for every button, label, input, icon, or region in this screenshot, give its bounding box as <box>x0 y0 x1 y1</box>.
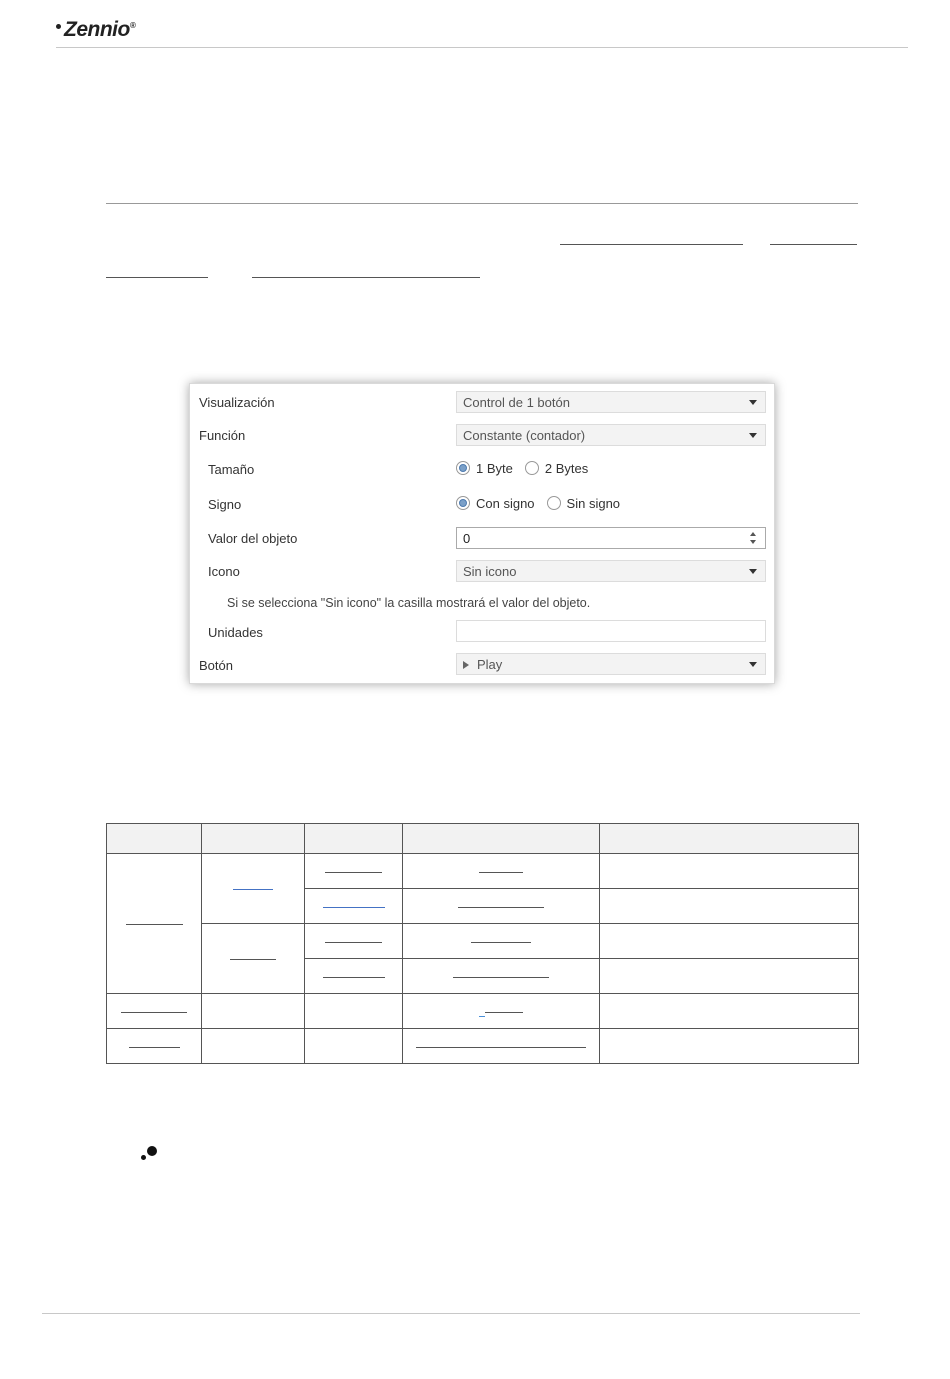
table-row <box>107 924 859 959</box>
cell-link-underline[interactable] <box>323 907 385 908</box>
radio-con-signo[interactable] <box>456 496 470 510</box>
table-cell <box>107 1029 202 1064</box>
radio-sin-signo-label: Sin signo <box>566 495 621 511</box>
radio-con-signo-label: Con signo <box>476 495 535 511</box>
table-header-cell <box>403 824 600 854</box>
valor-spinbox[interactable] <box>456 527 766 549</box>
funcion-value: Constante (contador) <box>463 428 586 443</box>
cell-link-underline[interactable] <box>471 942 531 943</box>
valor-label: Valor del objeto <box>208 531 298 546</box>
cell-link-underline[interactable] <box>230 959 276 960</box>
table-cell <box>403 959 600 994</box>
cell-link-underline[interactable] <box>485 1012 523 1013</box>
chevron-down-icon <box>749 433 757 438</box>
table-row <box>107 1029 859 1064</box>
icono-value: Sin icono <box>463 564 517 579</box>
cell-link-underline[interactable] <box>129 1047 180 1048</box>
radio-sin-signo[interactable] <box>547 496 561 510</box>
cell-link-underline[interactable] <box>325 872 382 873</box>
table-header-cell <box>600 824 859 854</box>
spin-up-icon[interactable] <box>750 532 756 536</box>
link-underline[interactable] <box>106 277 208 278</box>
table-cell <box>107 994 202 1029</box>
header-divider <box>56 47 908 48</box>
link-underline[interactable] <box>770 244 857 245</box>
table-cell <box>202 854 305 924</box>
table-cell <box>600 854 859 889</box>
logo-registered-mark: ® <box>129 21 136 30</box>
cell-link-underline[interactable] <box>325 942 382 943</box>
cell-link-underline[interactable] <box>479 872 523 873</box>
table-cell <box>202 924 305 994</box>
table-cell <box>305 889 403 924</box>
play-icon <box>463 661 469 669</box>
table-cell <box>305 1029 403 1064</box>
table-header-cell <box>202 824 305 854</box>
signo-label: Signo <box>208 497 242 512</box>
summary-table <box>106 823 859 1064</box>
table-row <box>107 854 859 889</box>
funcion-label: Función <box>199 428 246 443</box>
zennio-logo <box>56 18 135 42</box>
table-cell <box>305 924 403 959</box>
table-cell <box>202 994 305 1029</box>
radio-1-byte-label: 1 Byte <box>476 460 513 476</box>
logo-dot-icon <box>56 24 61 29</box>
link-underline[interactable] <box>252 277 480 278</box>
section-divider <box>106 203 858 204</box>
link-underline[interactable] <box>560 244 743 245</box>
cell-link-underline[interactable] <box>416 1047 586 1048</box>
radio-2-bytes-label: 2 Bytes <box>544 460 589 476</box>
table-cell <box>107 854 202 994</box>
valor-value: 0 <box>463 531 471 546</box>
boton-label: Botón <box>199 658 233 673</box>
table-cell <box>403 924 600 959</box>
table-cell <box>403 1029 600 1064</box>
table-cell <box>202 1029 305 1064</box>
signo-radio-group <box>456 493 620 513</box>
cell-link-underline[interactable] <box>233 889 273 890</box>
logo-text: Zennio <box>64 18 130 41</box>
boton-dropdown[interactable] <box>456 653 766 675</box>
table-cell <box>600 1029 859 1064</box>
icono-hint: Si se selecciona "Sin icono" la casilla mostrará el valor del objeto. <box>227 596 591 610</box>
visualizacion-label: Visualización <box>199 395 275 410</box>
cell-link-underline[interactable] <box>126 924 183 925</box>
table-cell <box>403 889 600 924</box>
chevron-down-icon <box>749 400 757 405</box>
radio-2-bytes[interactable] <box>525 461 539 475</box>
icono-label: Icono <box>208 564 240 579</box>
boton-value: Play <box>477 657 503 672</box>
table-cell <box>600 994 859 1029</box>
chevron-down-icon <box>749 569 757 574</box>
unidades-input[interactable] <box>456 620 766 642</box>
table-cell <box>600 924 859 959</box>
cell-link-underline[interactable] <box>121 1012 187 1013</box>
icono-dropdown[interactable] <box>456 560 766 582</box>
cell-link-underline[interactable] <box>323 977 385 978</box>
bullet-dots-icon <box>140 1145 158 1161</box>
cell-link-underline[interactable] <box>479 1016 485 1017</box>
table-cell <box>403 994 600 1029</box>
table-cell <box>305 994 403 1029</box>
table-header-row <box>107 824 859 854</box>
footer-divider <box>42 1313 860 1314</box>
table-header-cell <box>107 824 202 854</box>
unidades-label: Unidades <box>208 625 263 640</box>
table-cell <box>600 889 859 924</box>
table-cell <box>305 959 403 994</box>
table-cell <box>403 854 600 889</box>
cell-link-underline[interactable] <box>458 907 544 908</box>
cell-link-underline[interactable] <box>453 977 549 978</box>
table-header-cell <box>305 824 403 854</box>
table-row <box>107 994 859 1029</box>
spin-down-icon[interactable] <box>750 540 756 544</box>
table-cell <box>305 854 403 889</box>
tamano-label: Tamaño <box>208 462 255 477</box>
parameter-dialog <box>189 383 775 684</box>
radio-1-byte[interactable] <box>456 461 470 475</box>
visualizacion-dropdown[interactable] <box>456 391 766 413</box>
table-cell <box>600 959 859 994</box>
chevron-down-icon <box>749 662 757 667</box>
tamano-radio-group <box>456 458 588 478</box>
funcion-dropdown[interactable] <box>456 424 766 446</box>
visualizacion-value: Control de 1 botón <box>463 395 570 410</box>
